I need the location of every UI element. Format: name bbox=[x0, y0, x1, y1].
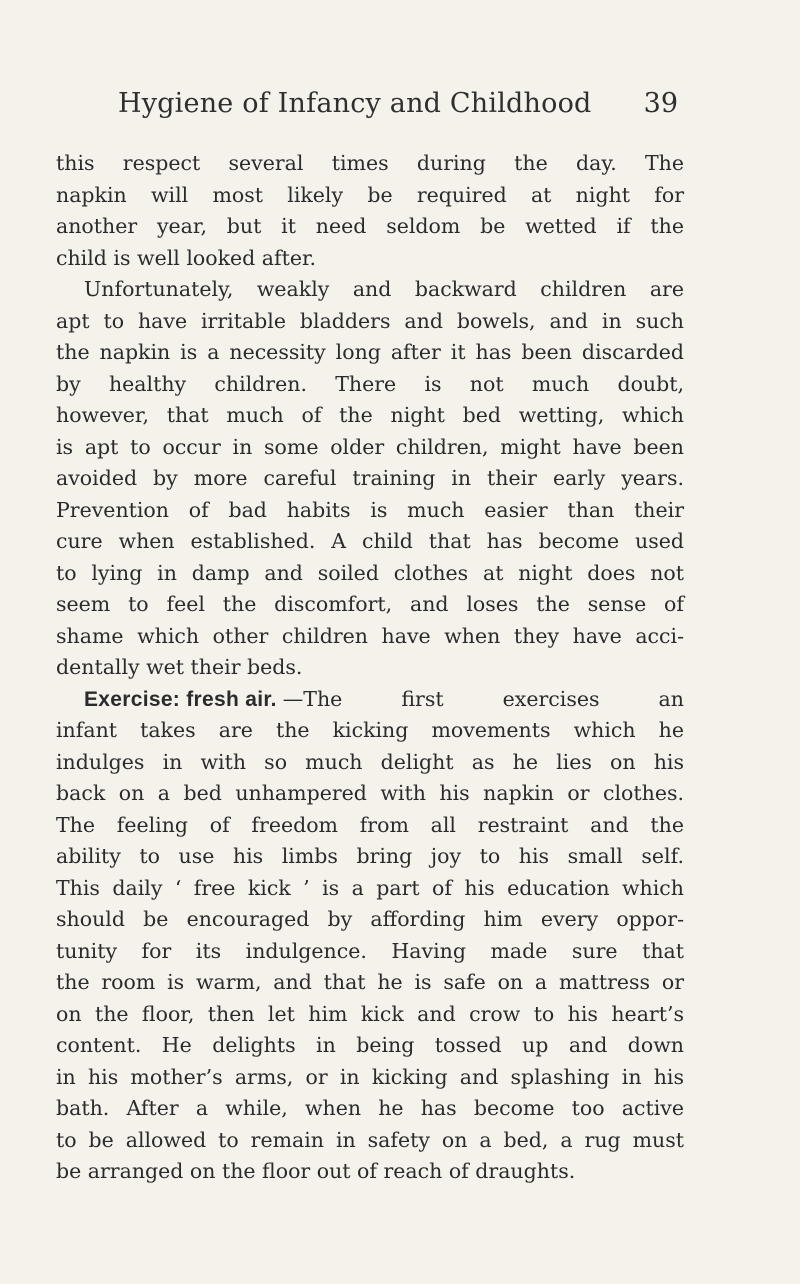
text-line: avoided by more careful training in their early years. bbox=[56, 466, 684, 490]
text-line: infant takes are the kicking movements which he bbox=[56, 718, 684, 742]
running-head bbox=[118, 88, 678, 134]
text-line: apt to have irritable bladders and bowels, and in such bbox=[56, 308, 684, 333]
text-line: Unfortunately, weakly and backward children are bbox=[84, 277, 684, 301]
running-title: Hygiene of Infancy and Childhood bbox=[118, 88, 592, 119]
text-line: indulges in with so much delight as he lies on his bbox=[56, 749, 684, 774]
text-line: be arranged on the floor out of reach of draughts. bbox=[56, 1159, 576, 1183]
text-line: another year, but it need seldom be wetted if the bbox=[56, 214, 684, 238]
text-line: by healthy children. There is not much doubt, bbox=[56, 371, 684, 396]
text-line: in his mother’s arms, or in kicking and splashing in his bbox=[56, 1064, 684, 1089]
text-line: ability to use his limbs bring joy to his small self. bbox=[56, 844, 684, 868]
text-line: should be encouraged by affording him every oppor- bbox=[56, 907, 684, 931]
text-line: the room is warm, and that he is safe on a mattress or bbox=[56, 970, 684, 994]
text-line: seem to feel the discomfort, and loses the sense of bbox=[56, 592, 684, 616]
text-line: is apt to occur in some older children, might have been bbox=[56, 434, 684, 459]
text-line: to lying in damp and soiled clothes at night does not bbox=[56, 560, 684, 585]
text-line: this respect several times during the day. The bbox=[56, 151, 684, 175]
text-line: however, that much of the night bed wetting, which bbox=[56, 403, 684, 427]
text-line: child is well looked after. bbox=[56, 245, 317, 270]
text-line: cure when established. A child that has become used bbox=[56, 529, 684, 553]
body-text bbox=[56, 148, 684, 1188]
text-line: content. He delights in being tossed up and down bbox=[56, 1033, 684, 1057]
text-line: napkin will most likely be required at night for bbox=[56, 182, 684, 207]
text-line: Prevention of bad habits is much easier than their bbox=[56, 497, 684, 522]
section-heading: Exercise: fresh air. bbox=[84, 687, 277, 711]
text-line-with-heading bbox=[56, 684, 684, 716]
text-line: the napkin is a necessity long after it has been discarded bbox=[56, 340, 684, 364]
text-line: dentally wet their beds. bbox=[56, 655, 303, 679]
text-run: —The first exercises an bbox=[282, 686, 684, 711]
text-line: This daily ‘ free kick ’ is a part of his education which bbox=[56, 875, 684, 900]
page-number: 39 bbox=[643, 88, 678, 119]
text-line: shame which other children have when they have acci- bbox=[56, 623, 684, 648]
text-line: on the floor, then let him kick and crow to his heart’s bbox=[56, 1001, 684, 1026]
paragraph-continuation bbox=[56, 148, 684, 274]
text-line: back on a bed unhampered with his napkin or clothes. bbox=[56, 781, 684, 805]
text-line: The feeling of freedom from all restraint and the bbox=[56, 812, 684, 837]
paragraph-bladder-training bbox=[56, 274, 684, 684]
text-line: bath. After a while, when he has become too active bbox=[56, 1096, 684, 1120]
text-line: to be allowed to remain in safety on a bed, a rug must bbox=[56, 1127, 684, 1152]
paragraph-exercise bbox=[56, 684, 684, 1188]
text-line: tunity for its indulgence. Having made sure that bbox=[56, 938, 684, 963]
